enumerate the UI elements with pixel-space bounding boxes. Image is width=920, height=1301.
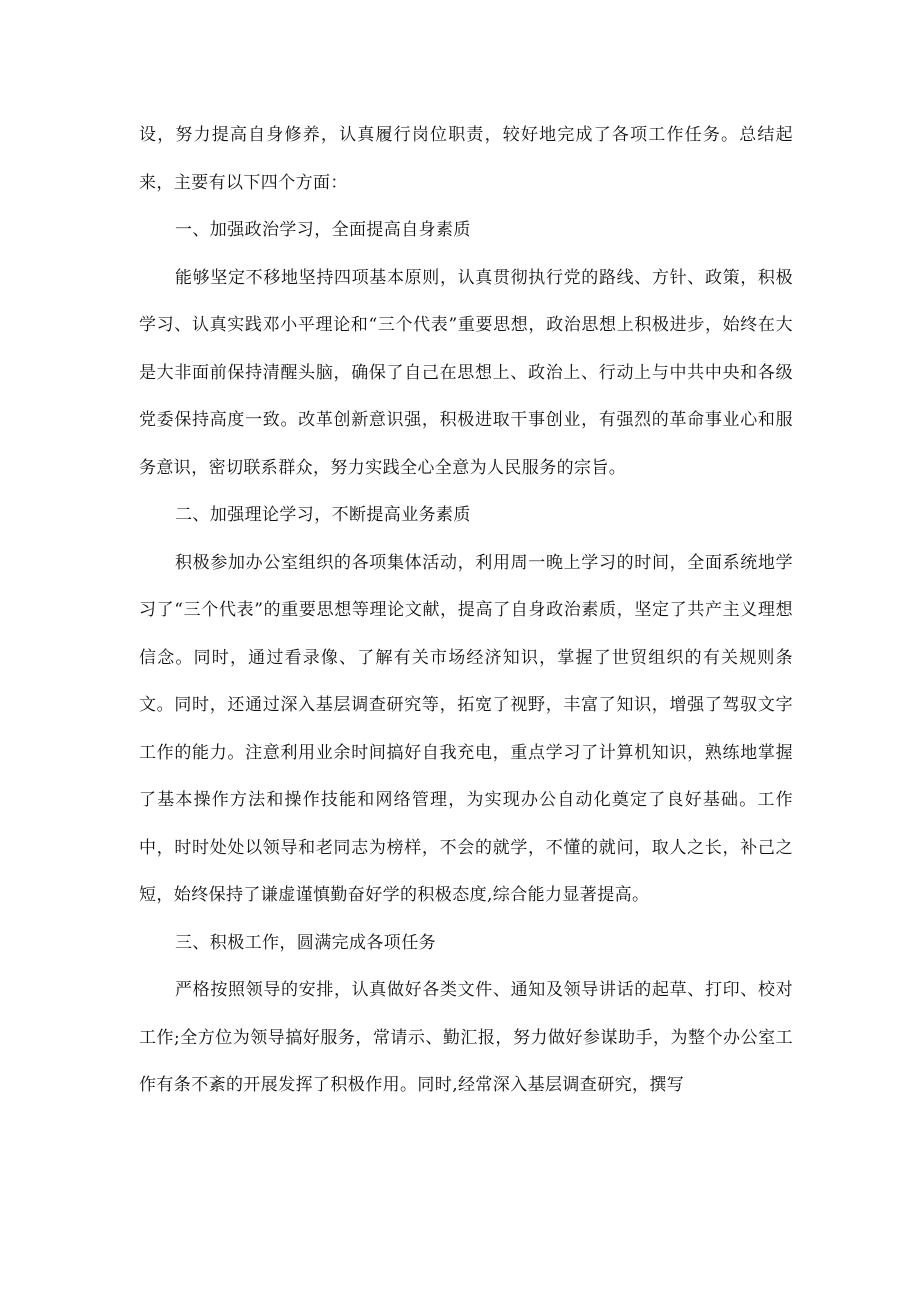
paragraph-political-study: 能够坚定不移地坚持四项基本原则，认真贯彻执行党的路线、方针、政策，积极学习、认真实践邓小平理论和“三个代表”重要思想，政治思想上积极进步，始终在大是大非面前保持清醒头脑，确保了自己在思想上、政治上、行动上与中共中央和各级党委保持高度一致。改革创新意识强，积极进取干事创业，有强烈的革命事业心和服务意识，密切联系群众，努力实践全心全意为人民服务的宗旨。 xyxy=(139,267,793,478)
paragraph-work-tasks: 严格按照领导的安排，认真做好各类文件、通知及领导讲话的起草、打印、校对工作;全方位为领导搞好服务，常请示、勤汇报，努力做好参谋助手，为整个办公室工作有条不紊的开展发挥了积极作用。同时,经常深入基层调查研究，撰写 xyxy=(139,980,793,1095)
section-heading-3: 三、积极工作，圆满完成各项任务 xyxy=(175,932,436,953)
section-heading-1: 一、加强政治学习，全面提高自身素质 xyxy=(175,220,471,240)
paragraph-theory-study: 积极参加办公室组织的各项集体活动，利用周一晚上学习的时间，全面系统地学习了“三个代表”的重要思想等理论文献，提高了自身政治素质，坚定了共产主义理想信念。同时，通过看录像、了解有关市场经济知识，掌握了世贸组织的有关规则条文。同时，还通过深入基层调查研究等，拓宽了视野，丰富了知识，增强了驾驭文字工作的能力。注意利用业余时间搞好自我充电，重点学习了计算机知识，熟练地掌握了基本操作方法和操作技能和网络管理，为实现办公自动化奠定了良好基础。工作中，时时处处以领导和老同志为榜样，不会的就学，不懂的就问，取人之长，补己之短，始终保持了谦虚谨慎勤奋好学的积极态度,综合能力显著提高。 xyxy=(139,552,793,905)
paragraph-intro: 设，努力提高自身修养，认真履行岗位职责，较好地完成了各项工作任务。总结起来，主要有以下四个方面： xyxy=(139,125,793,193)
document-body xyxy=(139,112,793,1110)
section-heading-2: 二、加强理论学习，不断提高业务素质 xyxy=(175,505,471,525)
